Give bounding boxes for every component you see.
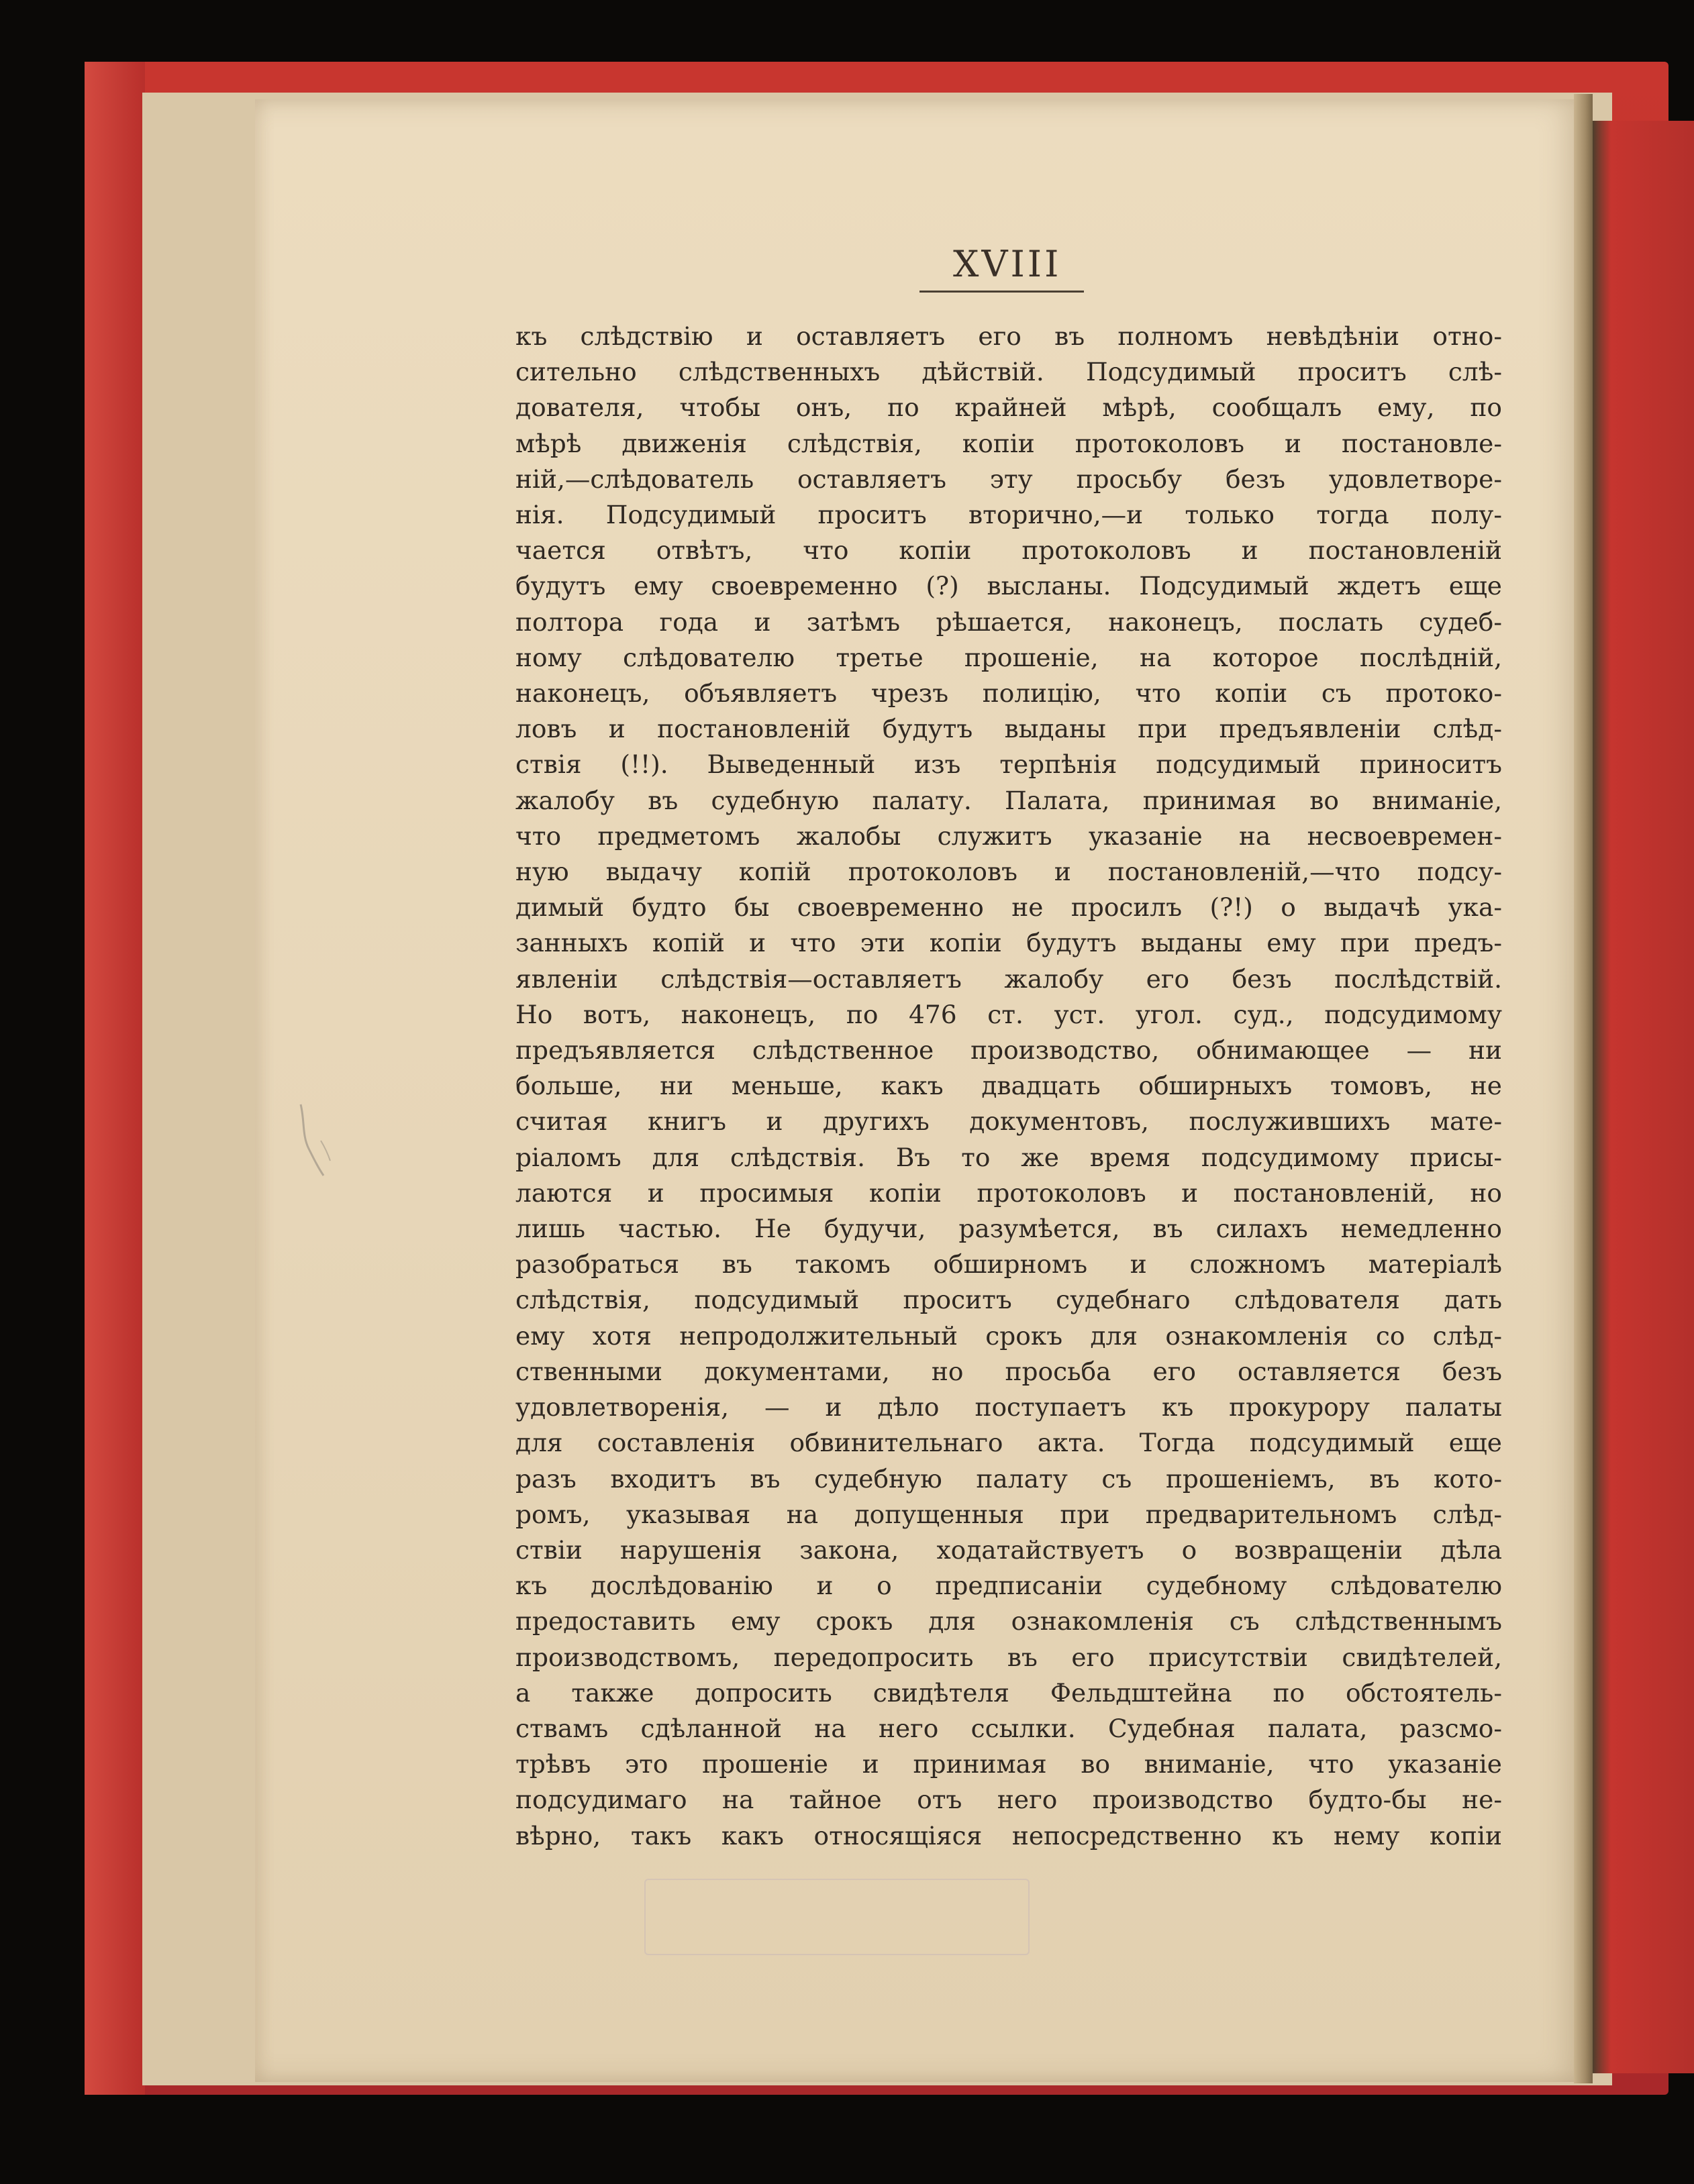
text-line: къ дослѣдованію и о предписаніи судебному слѣдователю <box>515 1571 1502 1601</box>
text-line: ловъ и постановленій будутъ выданы при предъявленіи слѣд- <box>515 714 1502 744</box>
text-line: жалобу въ судебную палату. Палата, принимая во вниманіе, <box>515 785 1502 815</box>
text-line: лишь частью. Не будучи, разумѣется, въ силахъ немедленно <box>515 1214 1502 1244</box>
text-line: ному слѣдователю третье прошеніе, на которое послѣдній, <box>515 642 1502 672</box>
facing-cover-edge <box>1593 121 1694 2073</box>
text-line: подсудимаго на тайное отъ него производство будто-бы не- <box>515 1785 1502 1815</box>
text-line: ствамъ сдѣланной на него ссылки. Судебная палата, разсмо- <box>515 1713 1502 1743</box>
text-line: слѣдствія, подсудимый проситъ судебнаго слѣдователя дать <box>515 1285 1502 1315</box>
text-line: для составленія обвинительнаго акта. Тогда подсудимый еще <box>515 1428 1502 1458</box>
text-line: ственными документами, но просьба его оставляется безъ <box>515 1356 1502 1386</box>
text-line: явленіи слѣдствія—оставляетъ жалобу его безъ послѣдствій. <box>515 964 1502 994</box>
pencil-mark <box>295 1100 336 1181</box>
text-line: а также допросить свидѣтеля Фельдштейна по обстоятель- <box>515 1677 1502 1708</box>
text-line: лаются и просимыя копіи протоколовъ и постановленій, но <box>515 1178 1502 1208</box>
text-line: вѣрно, такъ какъ относящіяся непосредственно къ нему копіи <box>515 1820 1502 1851</box>
text-line: сительно слѣдственныхъ дѣйствій. Подсудимый проситъ слѣ- <box>515 357 1502 387</box>
text-line: предоставить ему срокъ для ознакомленія съ слѣдственнымъ <box>515 1606 1502 1636</box>
text-line: чается отвѣтъ, что копіи протоколовъ и постановленій <box>515 535 1502 566</box>
text-line: ную выдачу копій протоколовъ и постановленій,—что подсу- <box>515 857 1502 887</box>
text-line: производствомъ, передопросить въ его присутствіи свидѣтелей, <box>515 1642 1502 1672</box>
text-line: трѣвъ это прошеніе и принимая во вниманіе, что указаніе <box>515 1749 1502 1779</box>
text-line: мѣрѣ движенія слѣдствія, копіи протоколовъ и постановле- <box>515 428 1502 458</box>
page-gutter-edge <box>1574 94 1593 2083</box>
page-number-underline <box>919 291 1084 293</box>
text-line: разъ входитъ въ судебную палату съ прошеніемъ, въ кото- <box>515 1463 1502 1494</box>
text-line: предъявляется слѣдственное производство, обнимающее — ни <box>515 1035 1502 1065</box>
page-number: XVIII <box>953 243 1062 285</box>
page-body-text <box>515 319 1502 1854</box>
text-line: нія. Подсудимый проситъ вторично,—и только тогда полу- <box>515 500 1502 530</box>
text-line: считая книгъ и другихъ документовъ, послужившихъ мате- <box>515 1106 1502 1137</box>
text-line: разобраться въ такомъ обширномъ и сложномъ матеріалѣ <box>515 1249 1502 1280</box>
text-line: ріаломъ для слѣдствія. Въ то же время подсудимому присы- <box>515 1142 1502 1172</box>
faint-stamp <box>644 1879 1030 1955</box>
text-line: Но вотъ, наконецъ, по 476 ст. уст. угол. суд., подсудимому <box>515 999 1502 1029</box>
text-line: будутъ ему своевременно (?) высланы. Подсудимый ждетъ еще <box>515 571 1502 601</box>
text-line: ему хотя непродолжительный срокъ для ознакомленія со слѣд- <box>515 1320 1502 1351</box>
text-line: къ слѣдствію и оставляетъ его въ полномъ невѣдѣніи отно- <box>515 321 1502 351</box>
text-line: что предметомъ жалобы служитъ указаніе на несвоевремен- <box>515 821 1502 851</box>
text-line: димый будто бы своевременно не просилъ (?!) о выдачѣ ука- <box>515 892 1502 923</box>
text-line: удовлетворенія, — и дѣло поступаетъ къ прокурору палаты <box>515 1392 1502 1422</box>
text-line: ній,—слѣдователь оставляетъ эту просьбу безъ удовлетворе- <box>515 464 1502 494</box>
text-line: наконецъ, объявляетъ чрезъ полицію, что копіи съ протоко- <box>515 678 1502 709</box>
text-line: ствіи нарушенія закона, ходатайствуетъ о возвращеніи дѣла <box>515 1535 1502 1565</box>
text-line: дователя, чтобы онъ, по крайней мѣрѣ, сообщалъ ему, по <box>515 393 1502 423</box>
cover-edge <box>85 62 145 2095</box>
text-line: занныхъ копій и что эти копіи будутъ выданы ему при предъ- <box>515 928 1502 958</box>
text-line: полтора года и затѣмъ рѣшается, наконецъ, послать судеб- <box>515 607 1502 637</box>
text-line: ромъ, указывая на допущенныя при предварительномъ слѣд- <box>515 1499 1502 1529</box>
text-line: больше, ни меньше, какъ двадцать обширныхъ томовъ, не <box>515 1071 1502 1101</box>
text-line: ствія (!!). Выведенный изъ терпѣнія подсудимый приноситъ <box>515 749 1502 780</box>
